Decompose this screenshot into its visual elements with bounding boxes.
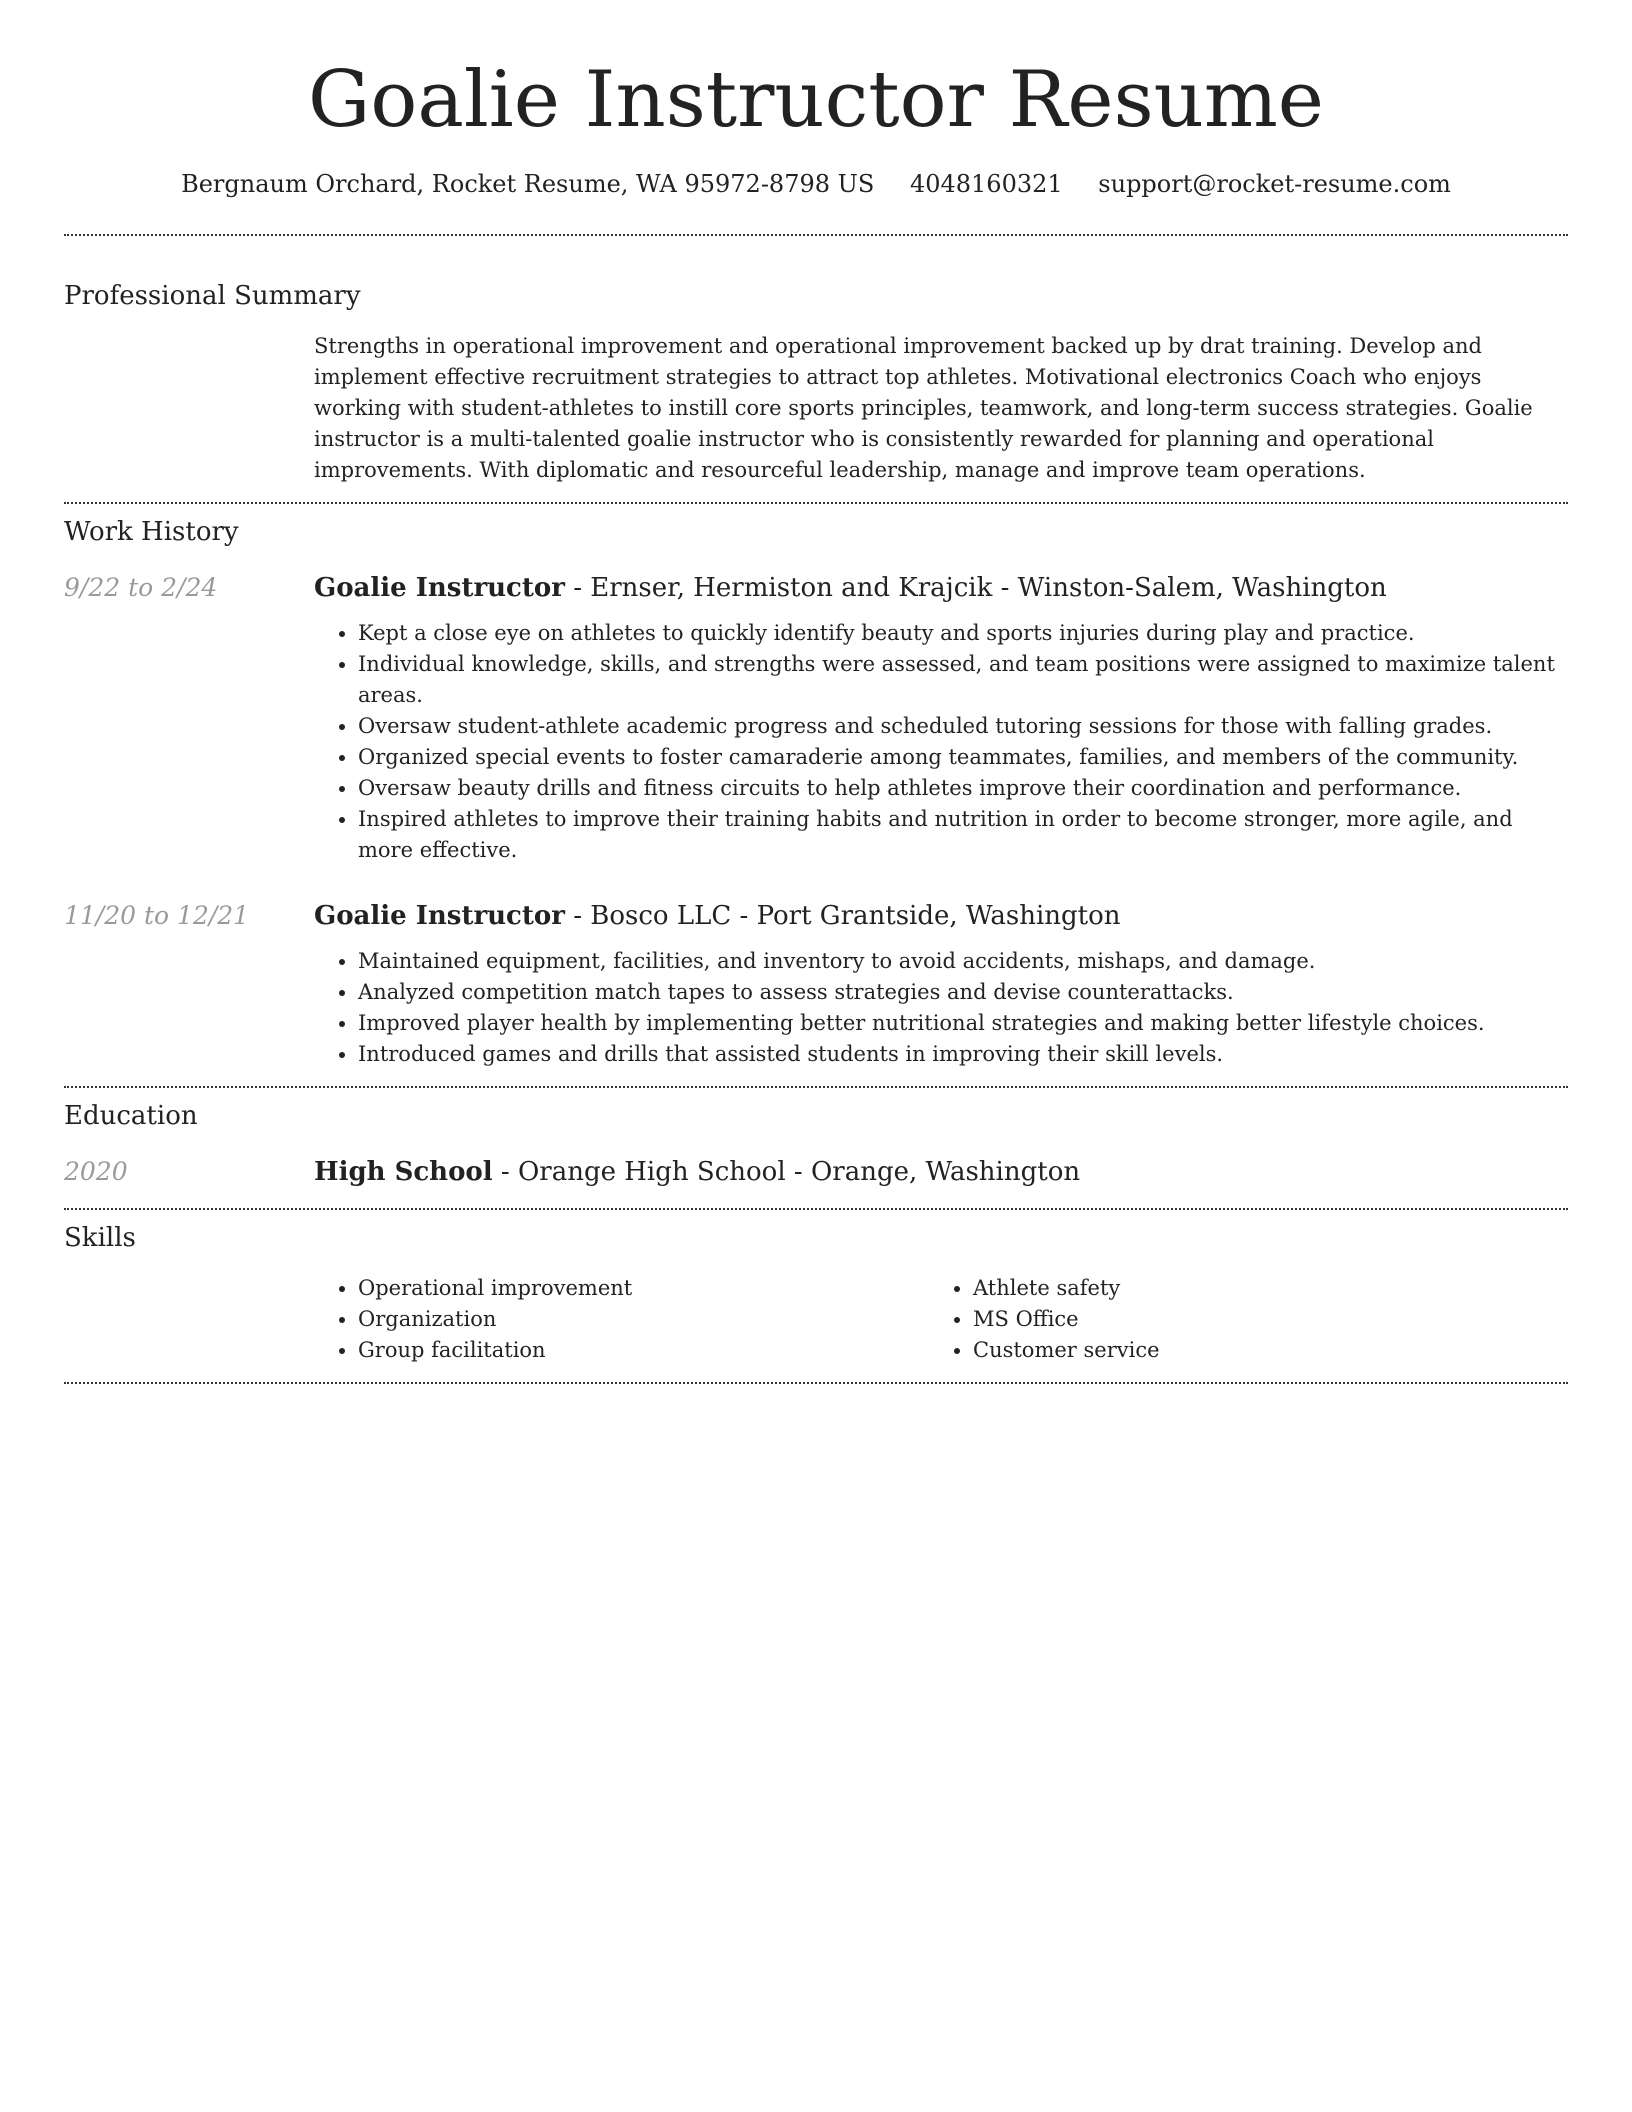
- work-history-section: [64, 515, 1568, 1070]
- education-section: [64, 1099, 1568, 1188]
- contact-email: support@rocket-resume.com: [1098, 170, 1451, 198]
- contact-phone: 4048160321: [909, 170, 1063, 198]
- skill-item: • Athlete safety: [973, 1273, 1544, 1304]
- skills-heading: Skills: [64, 1223, 136, 1253]
- job-entry: [64, 572, 1568, 866]
- summary-heading: Professional Summary: [64, 281, 361, 311]
- job-bullets: [314, 618, 1568, 866]
- list-item: • Oversaw student-athlete academic progress and scheduled tutoring sessions for those with falling grades.: [358, 711, 1568, 742]
- page-title: Goalie Instructor Resume: [308, 55, 1324, 145]
- list-item: • Analyzed competition match tapes to assess strategies and devise counterattacks.: [358, 977, 1568, 1008]
- divider: [64, 234, 1568, 236]
- education-degree: High School: [314, 1157, 493, 1187]
- divider: [64, 1208, 1568, 1210]
- list-item: • Kept a close eye on athletes to quickly identify beauty and sports injuries during play and practice.: [358, 618, 1568, 649]
- job-details: - Bosco LLC - Port Grantside, Washington: [564, 901, 1121, 931]
- list-item: • Organized special events to foster camaraderie among teammates, families, and members of the community.: [358, 742, 1568, 773]
- skills-list-left: [314, 1273, 929, 1366]
- list-item: • Individual knowledge, skills, and strengths were assessed, and team positions were assigned to maximize talent areas.: [358, 649, 1568, 711]
- summary-section: [64, 279, 1568, 486]
- skills-section: [64, 1221, 1568, 1366]
- skills-grid: [314, 1273, 1568, 1366]
- list-item: • Inspired athletes to improve their training habits and nutrition in order to become stronger, more agile, and more effective.: [358, 804, 1568, 866]
- education-heading: Education: [64, 1101, 198, 1131]
- skill-item: • Customer service: [973, 1335, 1544, 1366]
- job-title: [314, 900, 1568, 932]
- list-item: • Introduced games and drills that assisted students in improving their skill levels.: [358, 1039, 1568, 1070]
- skill-item: • Organization: [358, 1304, 929, 1335]
- divider: [64, 502, 1568, 504]
- job-entry: [64, 900, 1568, 1070]
- job-dates: 11/20 to 12/21: [64, 901, 250, 930]
- skill-item: • MS Office: [973, 1304, 1544, 1335]
- job-dates: 9/22 to 2/24: [64, 573, 218, 602]
- skills-list-right: [929, 1273, 1544, 1366]
- skill-item: • Group facilitation: [358, 1335, 929, 1366]
- skill-item: • Operational improvement: [358, 1273, 929, 1304]
- job-role: Goalie Instructor: [314, 573, 565, 603]
- summary-text: Strengths in operational improvement and operational improvement backed up by drat training. Develop and implement effective recruitment strategies to attract top athletes. Motivational electronics Coach who enjoys working with student-athletes to instill core sports principles, teamwork, and long-term success strategies. Goalie instructor is a multi-talented goalie instructor who is consistently rewarded for planning and operational improvements. With diplomatic and resourceful leadership, manage and improve team operations.: [314, 334, 1533, 482]
- education-details: - Orange High School - Orange, Washington: [492, 1157, 1081, 1187]
- contact-address: Bergnaum Orchard, Rocket Resume, WA 95972-8798 US: [181, 170, 875, 198]
- job-bullets: [314, 946, 1568, 1070]
- work-history-heading: Work History: [64, 517, 239, 547]
- education-title: [314, 1156, 1568, 1188]
- education-entry: [64, 1156, 1568, 1188]
- divider: [64, 1086, 1568, 1088]
- list-item: • Improved player health by implementing better nutritional strategies and making better lifestyle choices.: [358, 1008, 1568, 1039]
- list-item: • Oversaw beauty drills and fitness circuits to help athletes improve their coordination and performance.: [358, 773, 1568, 804]
- divider: [64, 1382, 1568, 1384]
- list-item: • Maintained equipment, facilities, and inventory to avoid accidents, mishaps, and damage.: [358, 946, 1568, 977]
- education-year: 2020: [64, 1157, 128, 1186]
- job-role: Goalie Instructor: [314, 901, 565, 931]
- contact-line: [64, 168, 1568, 200]
- job-title: [314, 572, 1568, 604]
- job-details: - Ernser, Hermiston and Krajcik - Winston-Salem, Washington: [564, 573, 1387, 603]
